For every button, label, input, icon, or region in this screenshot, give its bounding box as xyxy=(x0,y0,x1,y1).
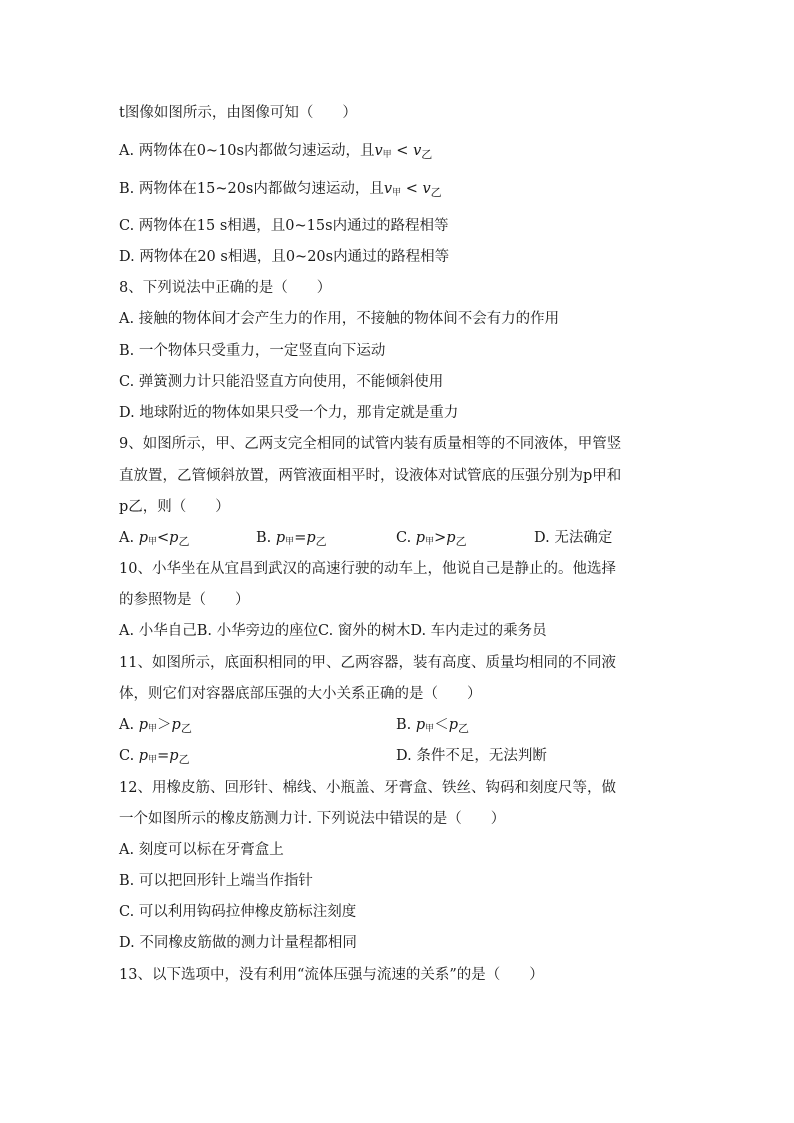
q12-option-c: C. 可以利用钩码拉伸橡皮筋标注刻度 xyxy=(119,904,357,920)
q11-option-a-s2: 乙 xyxy=(180,722,192,735)
q12-stem-line-1: 12、用橡皮筋、回形针、棉线、小瓶盖、牙膏盒、铁丝、钩码和刻度尺等，做 xyxy=(119,780,616,796)
q9-stem-line-3: p乙，则（ ） xyxy=(119,499,230,515)
q9-option-a-op: < xyxy=(157,530,170,546)
q9-option-a-s1: 甲 xyxy=(148,537,158,547)
q12-stem-line-2: 一个如图所示的橡皮筋测力计. 下列说法中错误的是（ ） xyxy=(119,811,506,827)
q11-option-c-s2: 乙 xyxy=(178,753,190,766)
q11-option-b xyxy=(396,715,469,739)
q9-option-b-s2: 乙 xyxy=(315,535,327,548)
q7-option-a-v1: v xyxy=(374,143,383,159)
q11-option-d: D. 条件不足，无法判断 xyxy=(396,748,547,764)
q11-stem-line-1: 11、如图所示，底面积相同的甲、乙两容器，装有高度、质量均相同的不同液 xyxy=(119,655,616,671)
q8-option-b: B. 一个物体只受重力，一定竖直向下运动 xyxy=(119,343,386,359)
q11-option-b-s2: 乙 xyxy=(457,722,469,735)
q12-option-a: A. 刻度可以标在牙膏盒上 xyxy=(119,842,284,858)
q11-option-a-s1: 甲 xyxy=(148,724,158,734)
q11-option-c-p2: p xyxy=(169,748,179,764)
q11-option-a-op: ＞ xyxy=(157,717,172,733)
q9-option-b-p2: p xyxy=(306,530,316,546)
q9-option-c-p2: p xyxy=(446,530,456,546)
q13-stem: 13、以下选项中，没有利用“流体压强与流速的关系”的是（ ） xyxy=(119,967,544,983)
q9-option-b-s1: 甲 xyxy=(285,537,295,547)
q11-option-a-p2: p xyxy=(171,717,181,733)
q9-option-c-s1: 甲 xyxy=(425,537,435,547)
q7-option-c: C. 两物体在15 s相遇，且0~15s内通过的路程相等 xyxy=(119,218,449,234)
q7-option-a-v2: v xyxy=(413,143,422,159)
q11-option-c-label: C. xyxy=(119,748,139,764)
q10-options: A. 小华自己B. 小华旁边的座位C. 窗外的树木D. 车内走过的乘务员 xyxy=(119,623,547,639)
q12-option-d: D. 不同橡皮筋做的测力计量程都相同 xyxy=(119,935,357,951)
q9-option-c-s2: 乙 xyxy=(455,535,467,548)
q7-option-a xyxy=(119,141,432,165)
q7-stem-tail: t图像如图所示，由图像可知（ ） xyxy=(119,105,357,121)
q9-option-c-p1: p xyxy=(415,530,426,546)
q7-option-d: D. 两物体在20 s相遇，且0~20s内通过的路程相等 xyxy=(119,249,450,265)
q9-option-a-p1: p xyxy=(138,530,148,546)
q11-option-b-p1: p xyxy=(415,717,426,733)
q9-option-b-p1: p xyxy=(275,530,286,546)
q7-option-b-lt: < xyxy=(401,181,423,197)
q11-option-b-s1: 甲 xyxy=(425,724,435,734)
q11-option-c-op: = xyxy=(157,748,170,764)
q9-stem-line-2: 直放置，乙管倾斜放置，两管液面相平时，设液体对试管底的压强分别为p甲和 xyxy=(119,468,622,484)
q11-option-b-p2: p xyxy=(448,717,458,733)
q11-option-c-s1: 甲 xyxy=(148,755,158,765)
q11-option-a-p1: p xyxy=(138,717,148,733)
q11-option-a xyxy=(119,715,192,739)
q7-option-b-jia: 甲 xyxy=(392,188,402,198)
q9-stem-line-1: 9、如图所示，甲、乙两支完全相同的试管内装有质量相等的不同液体，甲管竖 xyxy=(119,436,622,452)
q9-option-c-label: C. xyxy=(396,530,416,546)
q8-option-c: C. 弹簧测力计只能沿竖直方向使用，不能倾斜使用 xyxy=(119,374,444,390)
q7-option-b-yi: 乙 xyxy=(430,186,442,199)
q7-option-b xyxy=(119,179,442,203)
q7-option-a-jia: 甲 xyxy=(382,150,392,160)
q7-option-b-prefix: B. 两物体在15~20s内都做匀速运动，且 xyxy=(119,181,384,197)
q9-option-c-op: > xyxy=(434,530,447,546)
q7-option-b-v1: v xyxy=(383,181,393,197)
q11-option-b-op: ＜ xyxy=(434,717,449,733)
q12-option-b: B. 可以把回形针上端当作指针 xyxy=(119,873,313,889)
q9-option-b-label: B. xyxy=(256,530,276,546)
q8-stem: 8、下列说法中正确的是（ ） xyxy=(119,280,332,296)
q9-option-a-s2: 乙 xyxy=(178,535,190,548)
q8-option-d: D. 地球附近的物体如果只受一个力，那肯定就是重力 xyxy=(119,405,459,421)
q7-option-a-prefix: A. 两物体在0~10s内都做匀速运动，且 xyxy=(119,143,375,159)
q8-option-a: A. 接触的物体间才会产生力的作用，不接触的物体间不会有力的作用 xyxy=(119,311,560,327)
q10-stem-line-2: 的参照物是（ ） xyxy=(119,592,250,608)
q9-option-a-p2: p xyxy=(169,530,179,546)
q7-option-a-lt: < xyxy=(391,143,414,159)
q7-option-b-v2: v xyxy=(422,181,431,197)
q11-option-c xyxy=(119,746,190,770)
q9-option-c xyxy=(396,528,467,552)
q9-option-b xyxy=(256,528,327,552)
q10-stem-line-1: 10、小华坐在从宜昌到武汉的高速行驶的动车上，他说自己是静止的。他选择 xyxy=(119,561,616,577)
q11-option-b-label: B. xyxy=(396,717,416,733)
q9-option-a xyxy=(119,528,189,552)
q9-option-b-op: = xyxy=(294,530,307,546)
q11-option-a-label: A. xyxy=(119,717,139,733)
q11-option-c-p1: p xyxy=(138,748,149,764)
q11-stem-line-2: 体，则它们对容器底部压强的大小关系正确的是（ ） xyxy=(119,686,482,702)
q7-option-a-yi: 乙 xyxy=(421,148,433,161)
q9-option-a-label: A. xyxy=(119,530,139,546)
q9-option-d: D. 无法确定 xyxy=(534,530,613,546)
